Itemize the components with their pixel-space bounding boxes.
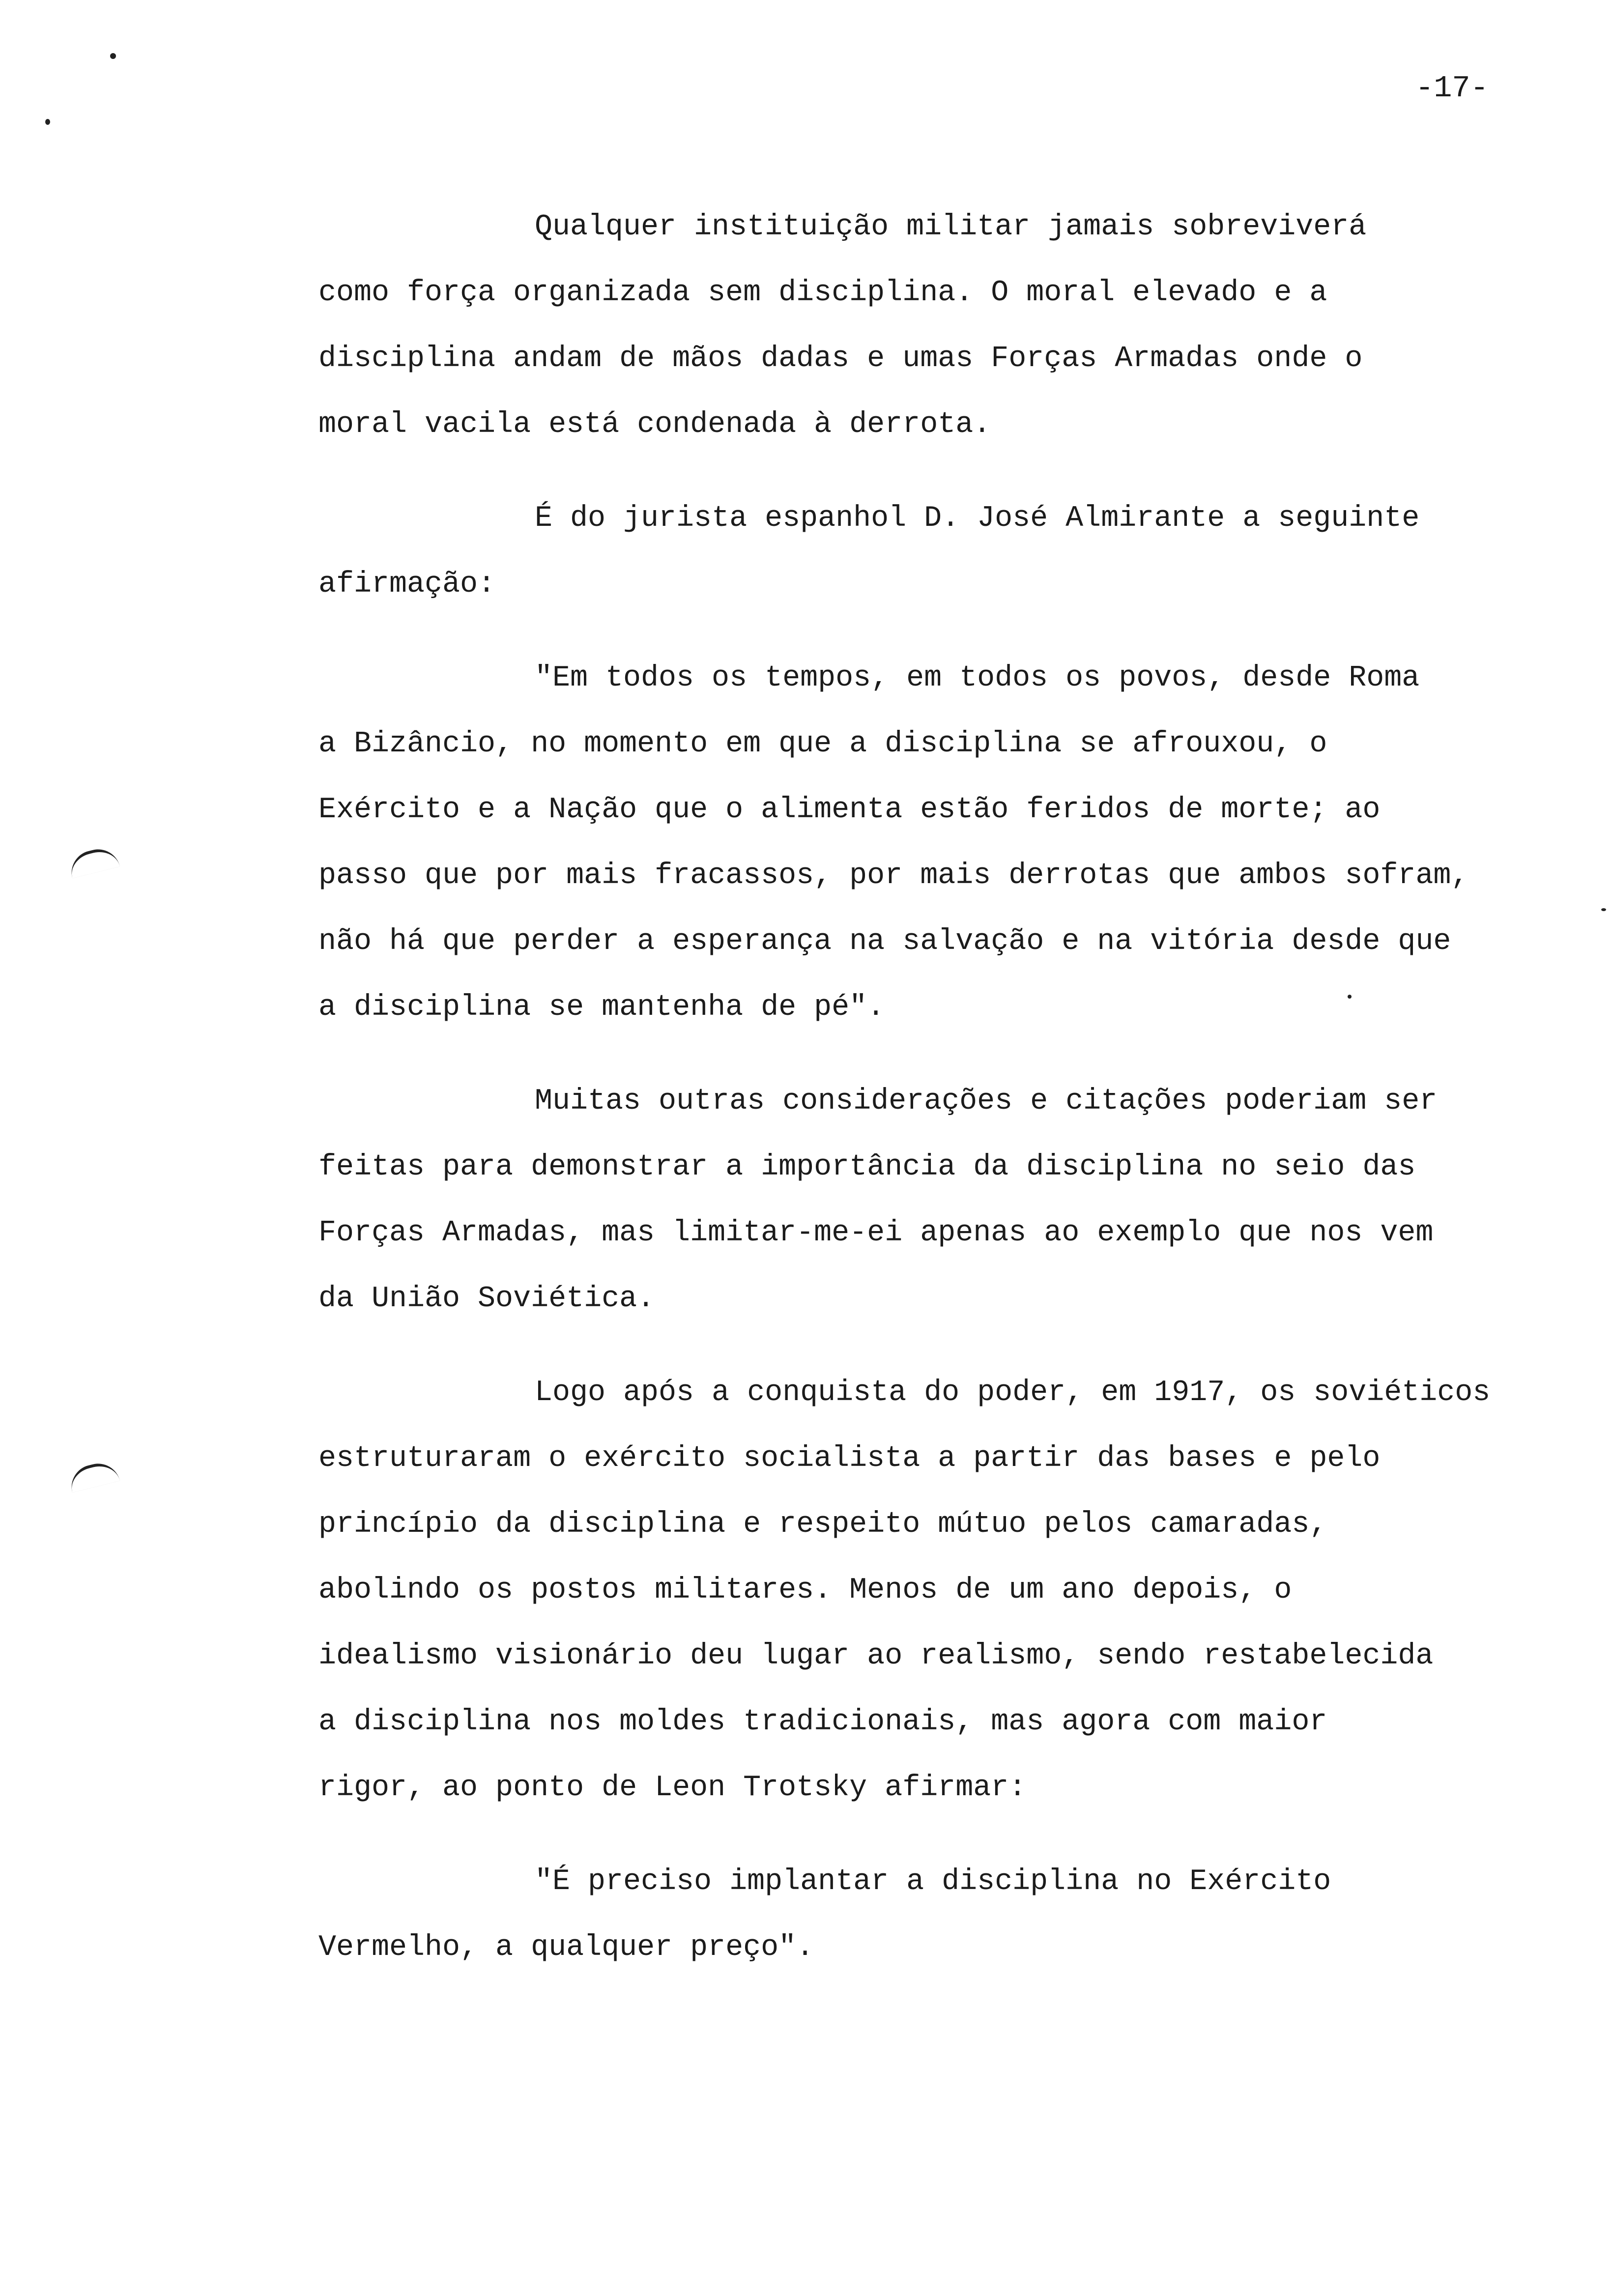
text-line: abolindo os postos militares. Menos de um ano depois, o bbox=[318, 1574, 1292, 1607]
text-line: a disciplina se mantenha de pé". bbox=[318, 991, 885, 1024]
page-number: -17- bbox=[1415, 71, 1489, 106]
paragraph-2 bbox=[318, 486, 1612, 617]
text-line: como força organizada sem disciplina. O moral elevado e a bbox=[318, 276, 1327, 310]
text-line: Forças Armadas, mas limitar-me-ei apenas ao exemplo que nos vem bbox=[318, 1216, 1434, 1250]
text-line: Logo após a conquista do poder, em 1917, os soviéticos bbox=[535, 1376, 1491, 1409]
paragraph-4 bbox=[318, 1068, 1612, 1332]
text-line: moral vacila está condenada à derrota. bbox=[318, 408, 991, 441]
quote-trotsky bbox=[318, 1849, 1612, 1980]
text-line: rigor, ao ponto de Leon Trotsky afirmar: bbox=[318, 1771, 1027, 1805]
scan-speck-dot bbox=[45, 119, 50, 125]
text-line: afirmação: bbox=[318, 568, 496, 601]
scan-speck-dot bbox=[110, 53, 116, 59]
punch-hole-mark-bottom bbox=[67, 1459, 120, 1493]
text-line: É do jurista espanhol D. José Almirante a seguinte bbox=[535, 502, 1420, 535]
paragraph-1 bbox=[318, 194, 1612, 458]
text-line: disciplina andam de mãos dadas e umas Forças Armadas onde o bbox=[318, 342, 1363, 375]
text-line: Qualquer instituição militar jamais sobreviverá bbox=[535, 210, 1367, 244]
text-line: Vermelho, a qualquer preço". bbox=[318, 1931, 814, 1964]
body-text bbox=[318, 194, 1612, 2009]
quote-almirante bbox=[318, 645, 1612, 1040]
text-line: a Bizâncio, no momento em que a disciplina se afrouxou, o bbox=[318, 727, 1327, 761]
text-line: passo que por mais fracassos, por mais derrotas que ambos sofram, bbox=[318, 859, 1469, 892]
text-line: princípio da disciplina e respeito mútuo pelos camaradas, bbox=[318, 1508, 1327, 1541]
paragraph-5 bbox=[318, 1360, 1612, 1821]
text-line: Muitas outras considerações e citações poderiam ser bbox=[535, 1085, 1438, 1118]
text-line: feitas para demonstrar a importância da disciplina no seio das bbox=[318, 1150, 1416, 1184]
text-line: "Em todos os tempos, em todos os povos, desde Roma bbox=[535, 661, 1420, 695]
punch-hole-mark-top bbox=[67, 845, 120, 879]
text-line: Exército e a Nação que o alimenta estão feridos de morte; ao bbox=[318, 793, 1381, 827]
text-line: a disciplina nos moldes tradicionais, mas agora com maior bbox=[318, 1705, 1327, 1739]
text-line: da União Soviética. bbox=[318, 1282, 655, 1316]
text-line: estruturaram o exército socialista a partir das bases e pelo bbox=[318, 1442, 1381, 1475]
text-line: não há que perder a esperança na salvação e na vitória desde que bbox=[318, 925, 1451, 958]
text-line: idealismo visionário deu lugar ao realismo, sendo restabelecida bbox=[318, 1639, 1434, 1673]
text-line: "É preciso implantar a disciplina no Exército bbox=[535, 1865, 1331, 1898]
